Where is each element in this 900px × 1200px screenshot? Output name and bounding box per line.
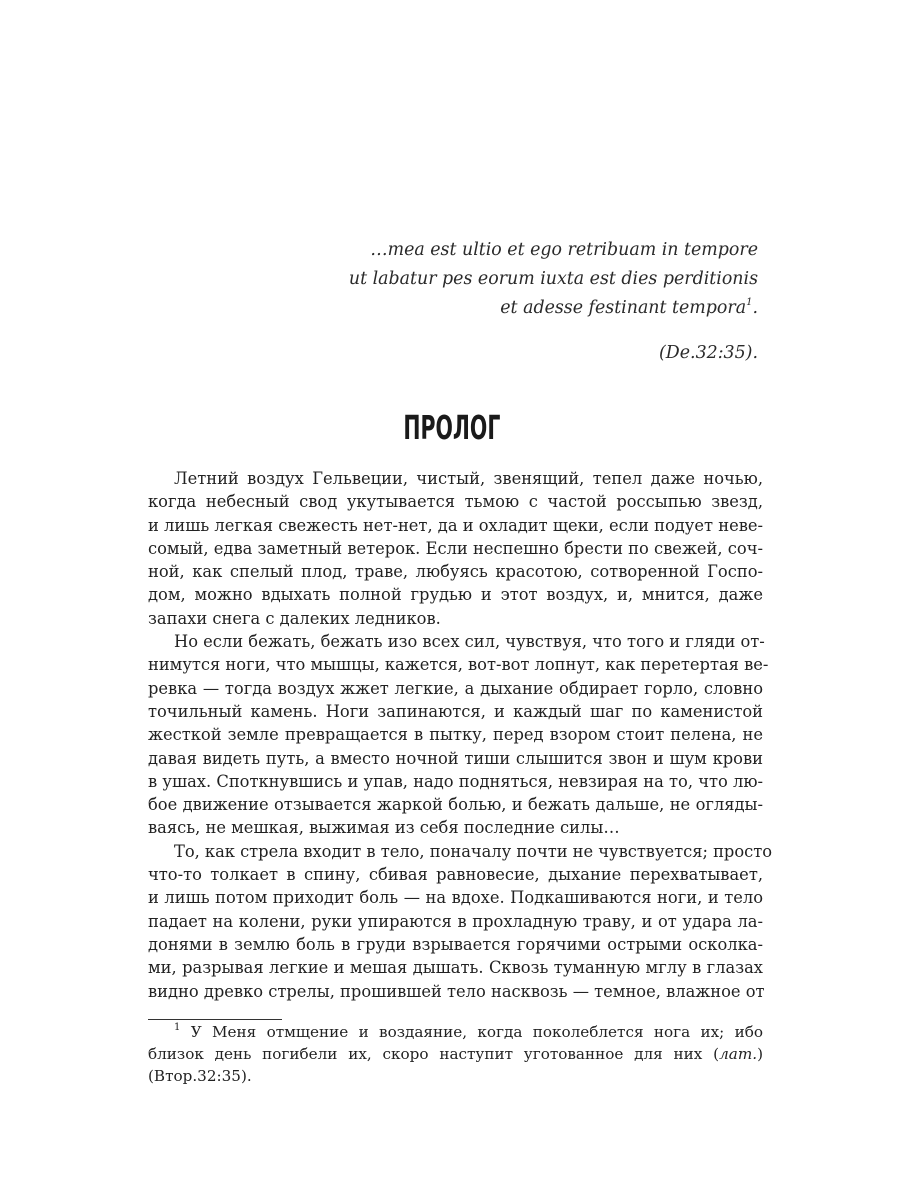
- text-line: что-то толкает в спину, сбивая равновесие, дыхание перехватывает,: [148, 865, 763, 885]
- footnote-divider: [148, 1019, 282, 1020]
- text-line: ной, как спелый плод, траве, любуясь красотою, сотворенной Госпо-: [148, 562, 763, 582]
- footnote-line: (Втор.32:35).: [148, 1067, 252, 1085]
- epigraph-line: ut labatur pes eorum iuxta est dies perditionis: [348, 269, 758, 289]
- footnote-text: ): [757, 1045, 763, 1063]
- paragraph: [148, 467, 763, 630]
- text-line: и лишь потом приходит боль — на вдохе. Подкашиваются ноги, и тело: [148, 888, 764, 908]
- footnote-text: У Меня отмщение и воздаяние, когда поколеблется нога их; ибо: [190, 1023, 763, 1041]
- footnote-lang-abbr: лат.: [719, 1045, 758, 1063]
- footnote: [148, 1021, 763, 1087]
- text-line: видно древко стрелы, прошившей тело насквозь — темное, влажное от: [148, 981, 765, 1001]
- text-line: То, как стрела входит в тело, поначалу почти не чувствуется; просто: [174, 841, 772, 861]
- text-line: и лишь легкая свежесть нет-нет, да и охладит щеки, если подует неве-: [148, 515, 764, 535]
- epigraph-line: [338, 294, 758, 323]
- text-line: жесткой земле превращается в пытку, перед взором стоит пелена, не: [148, 725, 763, 745]
- text-line: сомый, едва заметный ветерок. Если неспешно брести по свежей, соч-: [148, 538, 763, 558]
- body-text: [148, 467, 772, 1003]
- text-line: точильный камень. Ноги запинаются, и каждый шаг по каменистой: [148, 701, 763, 721]
- epigraph-line-end: .: [752, 298, 758, 318]
- text-line: когда небесный свод укутывается тьмою с частой россыпью звезд,: [148, 492, 763, 512]
- footnote-text: близок день погибели их, скоро наступит уготованное для них (: [148, 1045, 720, 1063]
- text-line: в ушах. Споткнувшись и упав, надо подняться, невзирая на то, что лю-: [148, 771, 764, 791]
- footnote-number: 1: [174, 1021, 181, 1033]
- text-line: ревка — тогда воздух жжет легкие, а дыхание обдирает горло, словно: [148, 678, 763, 698]
- epigraph-line-text: et adesse festinant tempora: [500, 298, 747, 318]
- text-line: Но если бежать, бежать изо всех сил, чувствуя, что того и гляди от-: [174, 632, 765, 652]
- footnote-reference[interactable]: 1: [746, 297, 753, 309]
- text-line: давая видеть путь, а вместо ночной тиши слышится звон и шум крови: [148, 748, 763, 768]
- epigraph-line: …mea est ultio et ego retribuam in tempore: [370, 240, 758, 260]
- text-line: донями в землю боль в груди взрывается горячими острыми осколка-: [148, 934, 763, 954]
- footnote-line: [148, 1021, 763, 1043]
- text-line: падает на колени, руки упираются в прохладную траву, и от удара ла-: [148, 911, 763, 931]
- text-line: ми, разрывая легкие и мешая дышать. Сквозь туманную мглу в глазах: [148, 958, 763, 978]
- epigraph: [338, 236, 758, 368]
- text-line: ваясь, не мешкая, выжимая из себя последние силы…: [148, 818, 620, 838]
- epigraph-source: (De.32:35).: [659, 343, 758, 363]
- chapter-title: ПРОЛОГ: [403, 408, 501, 447]
- footnote-line: [148, 1043, 763, 1065]
- text-line: дом, можно вдыхать полной грудью и этот воздух, и, мнится, даже: [148, 585, 763, 605]
- paragraph: [148, 630, 769, 840]
- text-line: нимутся ноги, что мышцы, кажется, вот-вот лопнут, как перетертая ве-: [148, 655, 769, 675]
- text-line: бое движение отзывается жаркой болью, и бежать дальше, не огляды-: [148, 795, 763, 815]
- paragraph: [148, 840, 772, 1003]
- text-line: запахи снега с далеких ледников.: [148, 608, 441, 628]
- text-line: Летний воздух Гельвеции, чистый, звенящий, тепел даже ночью,: [174, 469, 763, 488]
